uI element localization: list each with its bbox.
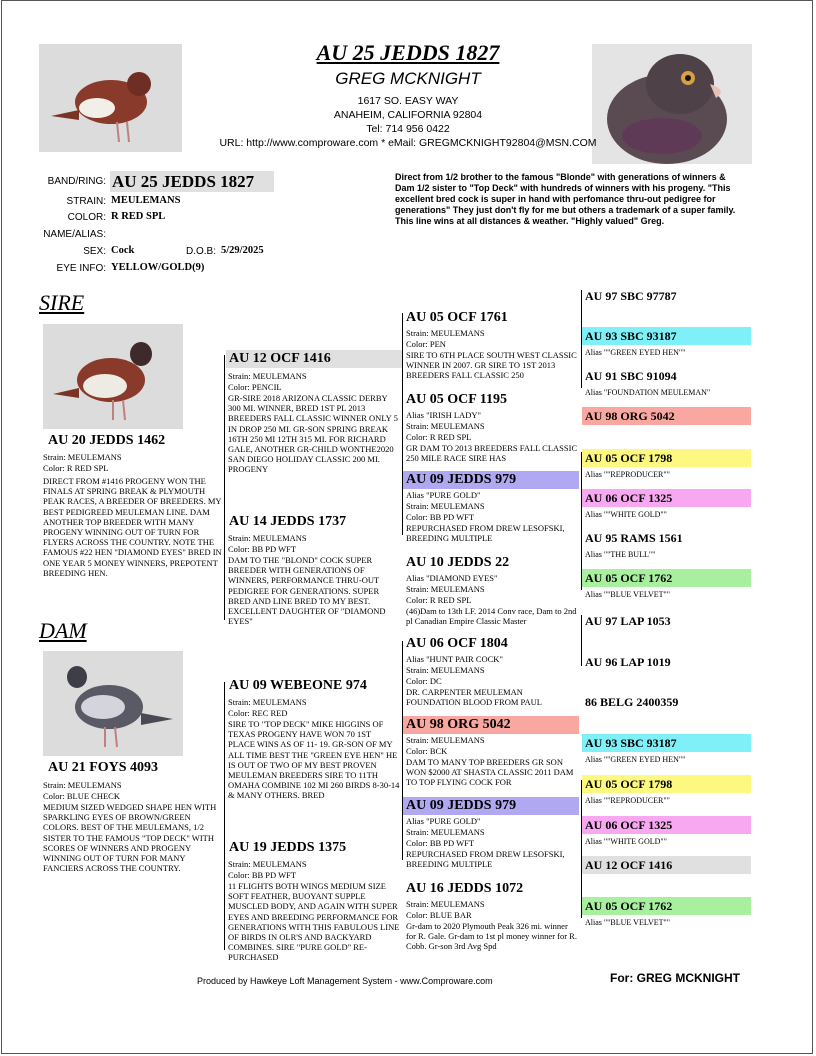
dam-color: Color: BLUE CHECK <box>43 791 120 801</box>
owner-name: GREG MCKNIGHT <box>335 69 481 88</box>
gen4-band-6: AU 06 OCF 1325 <box>582 489 751 507</box>
sire-band: AU 20 JEDDS 1462 <box>48 433 166 448</box>
dam-strain: Strain: MEULEMANS <box>43 780 122 790</box>
gen4-alias-16: Alias ""BLUE VELVET"" <box>585 918 671 927</box>
address-line-2: ANAHEIM, CALIFORNIA 92804 <box>333 109 483 121</box>
sire-heading: SIRE <box>39 290 85 315</box>
gen3-line-8-2: Color: BLUE BAR <box>406 910 472 920</box>
gen2-dam-dam-band: AU 19 JEDDS 1375 <box>229 840 347 855</box>
gen3-band-6: AU 98 ORG 5042 <box>403 716 579 734</box>
gen4-band-13: AU 05 OCF 1798 <box>582 775 751 793</box>
gen3-line-5-2: Strain: MEULEMANS <box>406 665 485 675</box>
prepared-for: For: GREG MCKNIGHT <box>610 971 740 985</box>
gen3-line-8-1: Strain: MEULEMANS <box>406 899 485 909</box>
gen4-band-9: AU 97 LAP 1053 <box>585 614 671 628</box>
strain-value: MEULEMANS <box>111 195 181 206</box>
gen4-alias-6: Alias ""WHITE GOLD"" <box>585 510 667 519</box>
gen2-sire-dam-notes: DAM TO THE "BLOND" COCK SUPER BREEDER WITH GENERATIONS OF WINNERS, PERFORMANCE THRU-OUT PEDIGREE FOR GENERATIONS. SUPER BRED AND LINE BRED TO MY BEST. EXCELLENT DAUGHTER OF "DIAMOND EYES" <box>228 555 386 627</box>
name-alias-label: NAME/ALIAS: <box>43 229 106 240</box>
gen2-sire-sire-strain: Strain: MEULEMANS <box>228 371 307 381</box>
gen3-line-3-2: Strain: MEULEMANS <box>406 501 485 511</box>
gen3-line-2-4: GR DAM TO 2013 BREEDERS FALL CLASSIC 250 MILE RACE SIRE HAS <box>406 443 578 464</box>
gen4-band-14: AU 06 OCF 1325 <box>582 816 751 834</box>
gen3-line-3-3: Color: BB PD WFT <box>406 512 475 522</box>
gen2-dam-dam-color: Color: BB PD WFT <box>228 870 297 880</box>
gen2-dam-dam-strain: Strain: MEULEMANS <box>228 859 307 869</box>
gen4-band-7: AU 95 RAMS 1561 <box>585 531 683 545</box>
gen3-line-3-1: Alias "PURE GOLD" <box>406 490 481 500</box>
gen2-sire-dam-color: Color: BB PD WFT <box>228 544 297 554</box>
pedigree-connector-4 <box>402 641 403 860</box>
gen2-sire-sire-band: AU 12 OCF 1416 <box>226 350 402 368</box>
pedigree-connector-6 <box>581 452 582 590</box>
gen3-line-7-1: Alias "PURE GOLD" <box>406 816 481 826</box>
sire-notes: DIRECT FROM #1416 PROGENY WON THE FINALS AT SPRING BREAK & PLYMOUTH PEAK RACES, A BREEDER OF BREEDERS. MY BEST PEDIGREED MEULEMAN LINE. DAM ANOTHER TOP BREEDER WITH MANY PROGENY WINNING OUT OF TURN FOR FLYERS ACROSS THE COUNTRY. NOTE THE FAMOUS #22 HEN "DIAMOND EYES" BRED IN ONE YEAR 5 MONEY WINNERS, PREPOTENT BREEDING HEN. <box>43 476 222 578</box>
gen3-line-8-3: Gr-dam to 2020 Plymouth Peak 326 mi. winner for R. Gale. Gr-dam to 1st pl money winner for R. Cobb. Gr-son 3rd Avg Spd <box>406 921 577 952</box>
dam-band: AU 21 FOYS 4093 <box>48 760 159 775</box>
gen3-line-7-2: Strain: MEULEMANS <box>406 827 485 837</box>
gen3-line-1-1: Strain: MEULEMANS <box>406 328 485 338</box>
dob-label: D.O.B: <box>186 246 217 257</box>
gen4-band-5: AU 05 OCF 1798 <box>582 449 751 467</box>
gen3-band-8: AU 16 JEDDS 1072 <box>406 881 524 896</box>
gen4-alias-5: Alias ""REPRODUCER"" <box>585 470 670 479</box>
gen4-band-10: AU 96 LAP 1019 <box>585 655 671 669</box>
gen3-line-5-4: DR. CARPENTER MEULEMAN FOUNDATION BLOOD FROM PAUL <box>406 687 542 708</box>
gen3-band-2: AU 05 OCF 1195 <box>406 392 507 407</box>
url-email-line: URL: http://www.comproware.com * eMail: GREGMCKNIGHT92804@MSN.COM <box>219 137 597 149</box>
gen3-line-6-1: Strain: MEULEMANS <box>406 735 485 745</box>
gen4-band-8: AU 05 OCF 1762 <box>582 569 751 587</box>
pedigree-connector-5 <box>581 290 582 388</box>
gen3-line-6-3: DAM TO MANY TOP BREEDERS GR SON WON $2000 AT SHASTA CLASSIC 2011 DAM TO TOP FLYING COCK FOR <box>406 757 574 788</box>
gen4-band-4: AU 98 ORG 5042 <box>582 407 751 425</box>
gen3-line-6-2: Color: BCK <box>406 746 448 756</box>
telephone: Tel: 714 956 0422 <box>366 123 450 135</box>
gen3-band-1: AU 05 OCF 1761 <box>406 310 508 325</box>
sire-photo <box>43 324 183 429</box>
gen2-sire-dam-strain: Strain: MEULEMANS <box>228 533 307 543</box>
gen4-band-15: AU 12 OCF 1416 <box>582 856 751 874</box>
gen3-line-4-3: Color: R RED SPL <box>406 595 472 605</box>
gen4-band-12: AU 93 SBC 93187 <box>582 734 751 752</box>
gen3-line-7-3: Color: BB PD WFT <box>406 838 475 848</box>
gen2-dam-sire-band: AU 09 WEBEONE 974 <box>229 678 367 693</box>
pedigree-connector-7 <box>581 615 582 666</box>
produced-by: Produced by Hawkeye Loft Management System - www.Comproware.com <box>197 976 493 986</box>
gen2-dam-sire-strain: Strain: MEULEMANS <box>228 697 307 707</box>
gen3-band-5: AU 06 OCF 1804 <box>406 636 508 651</box>
gen3-line-2-2: Strain: MEULEMANS <box>406 421 485 431</box>
gen4-alias-7: Alias ""THE BULL"" <box>585 550 656 559</box>
band-label: BAND/RING: <box>47 176 106 187</box>
gen3-line-5-3: Color: DC <box>406 676 442 686</box>
gen3-band-3: AU 09 JEDDS 979 <box>403 471 579 489</box>
gen4-band-3: AU 91 SBC 91094 <box>585 369 677 383</box>
gen4-alias-2: Alias ""GREEN EYED HEN"" <box>585 348 686 357</box>
band-value: AU 25 JEDDS 1827 <box>110 171 274 192</box>
gen3-line-4-4: (46)Dam to 13th LF. 2014 Conv race, Dam to 2nd pl Canadian Empire Classic Master <box>406 606 577 627</box>
eye-label: EYE INFO: <box>56 263 106 274</box>
sire-color: Color: R RED SPL <box>43 463 109 473</box>
strain-label: STRAIN: <box>66 196 106 207</box>
gen3-line-3-4: REPURCHASED FROM DREW LESOFSKI, BREEDING MULTIPLE <box>406 523 565 544</box>
dam-heading: DAM <box>39 618 87 643</box>
pedigree-title: AU 25 JEDDS 1827 <box>316 40 500 65</box>
gen4-band-1: AU 97 SBC 97787 <box>585 289 677 303</box>
sire-strain: Strain: MEULEMANS <box>43 452 122 462</box>
bird-description: Direct from 1/2 brother to the famous "Blonde" with generations of winners & Dam 1/2 sister to "Top Deck" with hundreds of winners with his progeny. "This excellent bred cock is super in hand with perfomance thru-out pedigree for generations" They just don't fly for me but others a trademark of a super family. This line wins at all distances & weather. "Highly valued" Greg. <box>395 172 736 226</box>
sex-label: SEX: <box>83 246 106 257</box>
dam-notes: MEDIUM SIZED WEDGED SHAPE HEN WITH SPARKLING EYES OF BROWN/GREEN COLORS. BEST OF THE MEULEMANS, 1/2 SISTER TO THE FAMOUS "TOP DECK" WITH SCORES OF WINNERS AND PROGENY WINNING OUT OF TURN FOR MANY FANCIERS ACROSS THE COUNTRY. <box>43 802 217 874</box>
address-line-1: 1617 SO. EASY WAY <box>357 95 459 107</box>
color-label: COLOR: <box>67 212 106 223</box>
sex-value: Cock <box>111 245 135 256</box>
gen3-line-5-1: Alias "HUNT PAIR COCK" <box>406 654 503 664</box>
gen3-line-1-3: SIRE TO 6TH PLACE SOUTH WEST CLASSIC WINNER IN 2007. GR SIRE TO 1ST 2013 BREEDERS FALL CLASSIC 250 <box>406 350 577 381</box>
gen3-line-2-1: Alias "IRISH LADY" <box>406 410 481 420</box>
pedigree-connector-1 <box>224 355 225 620</box>
dob-value: 5/29/2025 <box>221 245 264 256</box>
color-value: R RED SPL <box>111 211 166 222</box>
gen4-alias-14: Alias ""WHITE GOLD"" <box>585 837 667 846</box>
pedigree-connector-8 <box>581 780 582 918</box>
gen3-band-4: AU 10 JEDDS 22 <box>406 555 510 570</box>
gen4-band-11: 86 BELG 2400359 <box>585 695 679 709</box>
eye-value: YELLOW/GOLD(9) <box>111 262 205 273</box>
gen2-sire-sire-notes: GR-SIRE 2018 ARIZONA CLASSIC DERBY 300 MI. WINNER, BRED 1ST PL 2013 BREEDERS FALL CLASSIC WINNER ONLY 5 IN DROP 250 MI. GR-SON SPRING BREAK 16TH 250 MI 12TH 315 MI. FOR RICHARD GALE, ANOTHER GR-CHILD WONTHE2020 SAN DIEGO HOLIDAY CLASSIC 200 MI. PROGENY <box>228 393 398 475</box>
gen3-line-4-1: Alias "DIAMOND EYES" <box>406 573 498 583</box>
gen2-dam-sire-color: Color: REC RED <box>228 708 288 718</box>
gen3-line-2-3: Color: R RED SPL <box>406 432 472 442</box>
gen2-sire-sire-color: Color: PENCIL <box>228 382 282 392</box>
gen3-band-7: AU 09 JEDDS 979 <box>403 797 579 815</box>
pedigree-connector-3 <box>402 313 403 535</box>
gen4-alias-13: Alias ""REPRODUCER"" <box>585 796 670 805</box>
gen3-line-4-2: Strain: MEULEMANS <box>406 584 485 594</box>
pedigree-connector-2 <box>224 682 225 950</box>
gen4-alias-3: Alias "FOUNDATION MEULEMAN" <box>585 388 711 397</box>
gen4-band-16: AU 05 OCF 1762 <box>582 897 751 915</box>
gen4-band-2: AU 93 SBC 93187 <box>582 327 751 345</box>
gen2-dam-sire-notes: SIRE TO "TOP DECK" MIKE HIGGINS OF TEXAS PROGENY HAVE WON 70 1ST PLACE WINS AS OF 11- 19. GR-SON OF MY ALL TIME BEST THE "GREEN EYE HEN" HE IS OUT OF TWO OF MY BEST PROVEN MEULEMAN BREEDERS SIRE TO 11TH OMAHA COMBINE 102 MI 260 BIRDS 8-30-14 & MANY OTHERS. BRED <box>228 719 400 801</box>
dam-photo <box>43 651 183 756</box>
gen4-alias-12: Alias ""GREEN EYED HEN"" <box>585 755 686 764</box>
gen2-dam-dam-notes: 11 FLIGHTS BOTH WINGS MEDIUM SIZE SOFT FEATHER, BUOYANT SUPPLE MUSCLED BODY, AND AGAIN WITH SUPER EYES AND BREEDING PERFORMANCE FOR GENERATIONS WITH THIS FABULOUS LINE OF BIRDS IN OLR'S AND BACKYARD COMBINES. SIRE "PURE GOLD" RE-PURCHASED <box>228 881 400 963</box>
gen2-sire-dam-band: AU 14 JEDDS 1737 <box>229 514 347 529</box>
gen3-line-1-2: Color: PEN <box>406 339 446 349</box>
gen3-line-7-4: REPURCHASED FROM DREW LESOFSKI, BREEDING MULTIPLE <box>406 849 565 870</box>
gen4-alias-8: Alias ""BLUE VELVET"" <box>585 590 671 599</box>
